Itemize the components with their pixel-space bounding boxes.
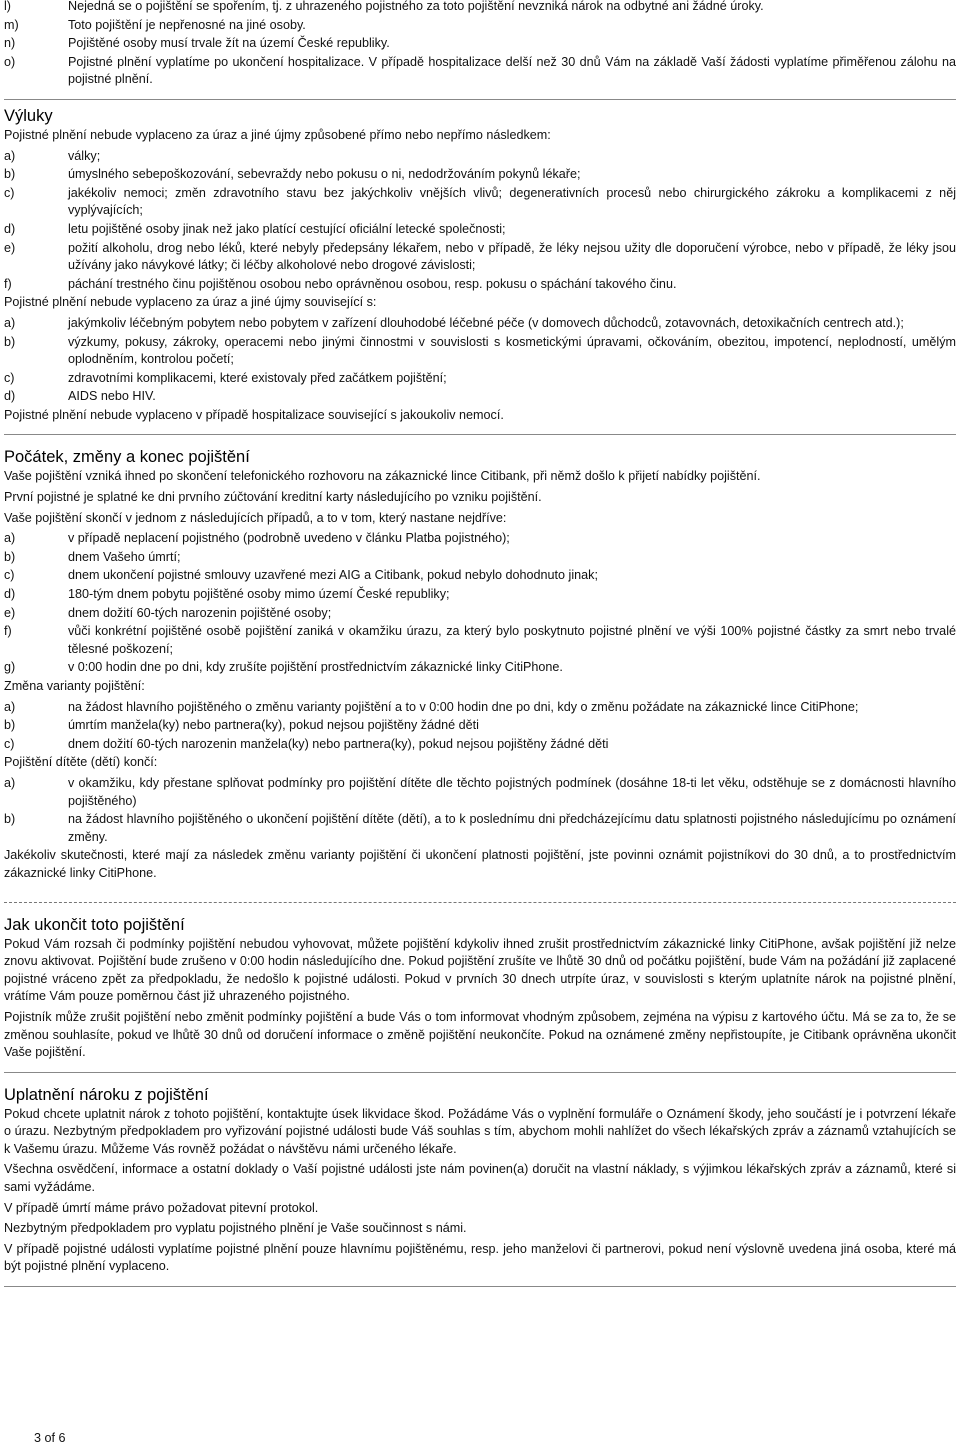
item-text: úmrtím manžela(ky) nebo partnera(ky), pokud nejsou pojištěny žádné děti — [68, 718, 479, 733]
list-item — [4, 35, 960, 53]
item-label: f) — [4, 276, 12, 291]
section-title-narok: Uplatnění nároku z pojištění — [4, 1085, 209, 1104]
list-item — [4, 530, 960, 548]
item-label: o) — [4, 54, 16, 69]
item-label: b) — [4, 549, 16, 564]
item-text: jakýmkoliv léčebným pobytem nebo pobytem v zařízení dlouhodobé léčebné péče (v domovech důchodců, zotavovnách, detoxikačních centrech atd.); — [68, 315, 904, 330]
item-text: v případě neplacení pojistného (podrobně uvedeno v článku Platba pojistného); — [68, 531, 510, 546]
paragraph: Pojistné plnění nebude vyplaceno v případě hospitalizace související s jakoukoliv nemocí. — [4, 407, 504, 422]
item-label: e) — [4, 605, 16, 620]
list-item — [4, 549, 960, 567]
item-text: v okamžiku, kdy přestane splňovat podmínky pro pojištění dítěte dle těchto pojistných podmínek (dosáhne 18-ti let věku, odstěhuje se z domácnosti hlavního pojištěného) — [68, 775, 956, 808]
item-label: c) — [4, 736, 15, 751]
item-label: c) — [4, 568, 15, 583]
list-item — [4, 185, 960, 220]
item-text: výzkumy, pokusy, zákroky, operacemi nebo jinými činnostmi v souvislosti s kosmetickými úpravami, očkováním, obezitou, impotencí, neplodností, umělým oplodněním, kontrolou početí; — [68, 334, 956, 367]
item-text: Toto pojištění je nepřenosné na jiné osoby. — [68, 17, 306, 32]
item-label: c) — [4, 370, 15, 385]
item-text: jakékoliv nemoci; změn zdravotního stavu bez jakýchkoliv vnějších vlivů; degenerativních procesů nebo chirurgického zákroku a komplikacemi z něj vyplývajících; — [68, 185, 956, 218]
item-text: dnem dožití 60-tých narozenin manžela(ky) nebo partnera(ky), pokud nejsou pojištěny žádné děti — [68, 736, 609, 751]
item-text: války; — [68, 148, 101, 163]
item-label: m) — [4, 17, 19, 32]
section-title-pocatek: Počátek, změny a konec pojištění — [4, 448, 250, 467]
list-item — [4, 315, 960, 333]
item-label: g) — [4, 660, 16, 675]
list-item — [4, 148, 960, 166]
list-item — [4, 0, 960, 16]
paragraph: Jakékoliv skutečnosti, které mají za následek změnu varianty pojištění či ukončení platnosti pojištění, jste povinni oznámit pojistníkovi do 30 dnů, a to prostřednictvím zákaznické linky CitiPhone. — [4, 848, 956, 880]
item-label: a) — [4, 775, 16, 790]
list-item — [4, 221, 960, 239]
item-text: na žádost hlavního pojištěného o změnu varianty pojištění a to v 0:00 hodin dne po dni, kdy o změnu požádate na zákaznické lince CitiPhone; — [68, 699, 859, 714]
paragraph: První pojistné je splatné ke dni prvního zúčtování kreditní karty následujícího po vzniku pojištění. — [4, 490, 542, 505]
list-item — [4, 699, 960, 717]
paragraph: Pokud chcete uplatnit nárok z tohoto pojištění, kontaktujte úsek likvidace škod. Požádáme Vás o vyplnění formuláře o Oznámení škody, jeho součástí je i potvrzení lékaře o úrazu. Nezbytným předpokladem pro vyřizování pojistné události bude Váš souhlas s tím, abychom mohli nahlížet do všech lékařských zpráv a záznamů vztahujících se k Vašemu úrazu. Můžeme Vás rovněž požádat o návštěvu námi určeného lékaře. — [4, 1106, 956, 1156]
paragraph: Pojistník může zrušit pojištění nebo změnit podmínky pojištění a bude Vás o tom informovat vhodným způsobem, zejména na výpisu z kartového účtu. Má se za to, že se změnou souhlasíte, pokud ve lhůtě 30 dnů od doručení informace o změně pojištění neukončíte. Pokud na oznámené změny nepřistoupíte, je Citibank oprávněna ukončit Vaše pojištění. — [4, 1009, 956, 1060]
list-item — [4, 388, 960, 406]
item-label: l) — [4, 0, 11, 13]
list-item — [4, 623, 960, 658]
list-item — [4, 717, 960, 735]
item-label: b) — [4, 334, 16, 349]
section-title-ukoncit: Jak ukončit toto pojištění — [4, 915, 185, 934]
paragraph: V případě pojistné události vyplatíme pojistné plnění pouze hlavnímu pojištěnému, resp. jeho manželovi či partnerovi, pokud není výslovně uvedena jiná osoba, které má být pojistné plnění vyplaceno. — [4, 1241, 956, 1274]
list-item — [4, 736, 960, 754]
item-text: dnem Vašeho úmrtí; — [68, 549, 181, 564]
paragraph: V případě úmrtí máme právo požadovat pitevní protokol. — [4, 1200, 319, 1215]
list-item — [4, 276, 960, 294]
list-item — [4, 567, 960, 585]
item-text: 180-tým dnem pobytu pojištěné osoby mimo území České republiky; — [68, 587, 450, 602]
paragraph: Nezbytným předpokladem pro vyplatu pojistného plnění je Vaše součinnost s námi. — [4, 1221, 467, 1236]
paragraph: Všechna osvědčení, informace a ostatní doklady o Vaší pojistné události jste nám povinen(a) doručit na vlastní náklady, s výjimkou lékařských zpráv a záznamů, které si sami vyžádáme. — [4, 1162, 956, 1195]
list-item — [4, 17, 960, 35]
item-label: f) — [4, 624, 12, 639]
item-text: páchání trestného činu pojištěnou osobou nebo oprávněnou osobou, resp. pokusu o spáchání takového činu. — [68, 276, 677, 291]
list-item — [4, 586, 960, 604]
item-text: Pojištěné osoby musí trvale žít na území České republiky. — [68, 36, 390, 51]
item-label: n) — [4, 36, 16, 51]
item-text: zdravotními komplikacemi, které existovaly před začátkem pojištění; — [68, 370, 447, 385]
item-text: vůči konkrétní pojištěné osobě pojištění zaniká v okamžiku úrazu, za který bylo poskytnuto pojistné plnění ve výši 100% pojistné částky za smrt nebo trvalé tělesné poškození; — [68, 624, 956, 656]
item-text: Pojistné plnění vyplatíme po ukončení hospitalizace. V případě hospitalizace delší než 30 dnů Vám na základě Vaší žádosti vyplatíme přiměřenou zálohu na pojistné plnění. — [68, 54, 956, 87]
item-label: d) — [4, 587, 16, 602]
paragraph: Změna varianty pojištění: — [4, 679, 145, 693]
list-item — [4, 659, 960, 677]
list-item — [4, 166, 960, 184]
item-text: dnem ukončení pojistné smlouvy uzavřené mezi AIG a Citibank, pokud nebylo dohodnuto jinak; — [68, 568, 598, 583]
item-label: c) — [4, 185, 15, 200]
item-label: a) — [4, 531, 16, 546]
paragraph: Vaše pojištění vzniká ihned po skončení telefonického rozhovoru na zákaznické lince Citibank, při němž došlo k přijetí nabídky pojištění. — [4, 469, 761, 484]
list-item — [4, 240, 960, 275]
list-item — [4, 370, 960, 388]
paragraph: Pojistné plnění nebude vyplaceno za úraz a jiné újmy související s: — [4, 295, 377, 310]
paragraph: Pojistné plnění nebude vyplaceno za úraz a jiné újmy způsobené přímo nebo nepřímo následkem: — [4, 127, 551, 142]
section-title-vyluky: Výluky — [4, 106, 53, 125]
item-label: e) — [4, 240, 16, 255]
item-label: b) — [4, 718, 16, 733]
list-item — [4, 811, 960, 846]
item-text: AIDS nebo HIV. — [68, 389, 156, 404]
paragraph: Pokud Vám rozsah či podmínky pojištění nebudou vyhovovat, můžete pojištění kdykoliv ihned zrušit prostřednictvím zákaznické linky CitiPhone, avšak pojištění již nelze znovu aktivovat. Pojištění bude zrušeno v 0:00 hodin následujícího dne. Pokud pojištění zrušíte ve lhůtě 30 dnů od počátku pojištění, bude Vám na požádání již zaplacené pojistné vráceno zpět za předpokladu, že nedošlo k pojistné události. Pokud v prvních 30 dnech utrpíte úraz, v souvislosti s kterým uplatníte nárok na pojistné plnění, vrátíme Vám pouze poměrnou část již uhrazeného pojistného. — [4, 936, 956, 1004]
item-text: na žádost hlavního pojištěného o ukončení pojištění dítěte (dětí), a to k poslednímu dni předcházejícímu datu splatnosti pojistného následujícímu po oznámení změny. — [68, 812, 956, 844]
paragraph: Vaše pojištění skončí v jednom z následujících případů, a to v tom, který nastane nejdříve: — [4, 510, 507, 525]
item-text: dnem dožití 60-tých narozenin pojištěné osoby; — [68, 605, 332, 620]
item-text: úmyslného sebepoškozování, sebevraždy nebo pokusu o ni, nedodržováním pokynů lékaře; — [68, 167, 581, 182]
list-item — [4, 334, 960, 369]
list-item — [4, 54, 960, 89]
top-list — [4, 0, 960, 89]
item-text: Nejedná se o pojištění se spořením, tj. z uhrazeného pojistného za toto pojištění nevzniká nárok na odbytné ani žádné úroky. — [68, 0, 764, 13]
item-text: požití alkoholu, drog nebo léků, které nebyly předepsány lékařem, nebo v případě, že léky nejsou užity dle doporučení výrobce, nebo v případě, že léky jsou užívány jako návykové látky; či léčby alkoholové nebo drogové závislosti; — [68, 240, 956, 273]
page-number: 3 of 6 — [34, 1431, 66, 1445]
list-item — [4, 605, 960, 623]
paragraph: Pojištění dítěte (dětí) končí: — [4, 755, 158, 770]
item-label: a) — [4, 148, 16, 163]
item-label: d) — [4, 389, 16, 404]
item-label: a) — [4, 699, 16, 714]
item-text: letu pojištěné osoby jinak než jako platící cestující oficiální letecké společnosti; — [68, 221, 506, 236]
item-label: a) — [4, 315, 16, 330]
item-label: b) — [4, 167, 16, 182]
item-label: b) — [4, 812, 16, 827]
item-label: d) — [4, 221, 16, 236]
list-item — [4, 775, 960, 810]
section-divider — [4, 1286, 956, 1287]
item-text: v 0:00 hodin dne po dni, kdy zrušíte pojištění prostřednictvím zákaznické linky CitiPhone. — [68, 660, 563, 675]
